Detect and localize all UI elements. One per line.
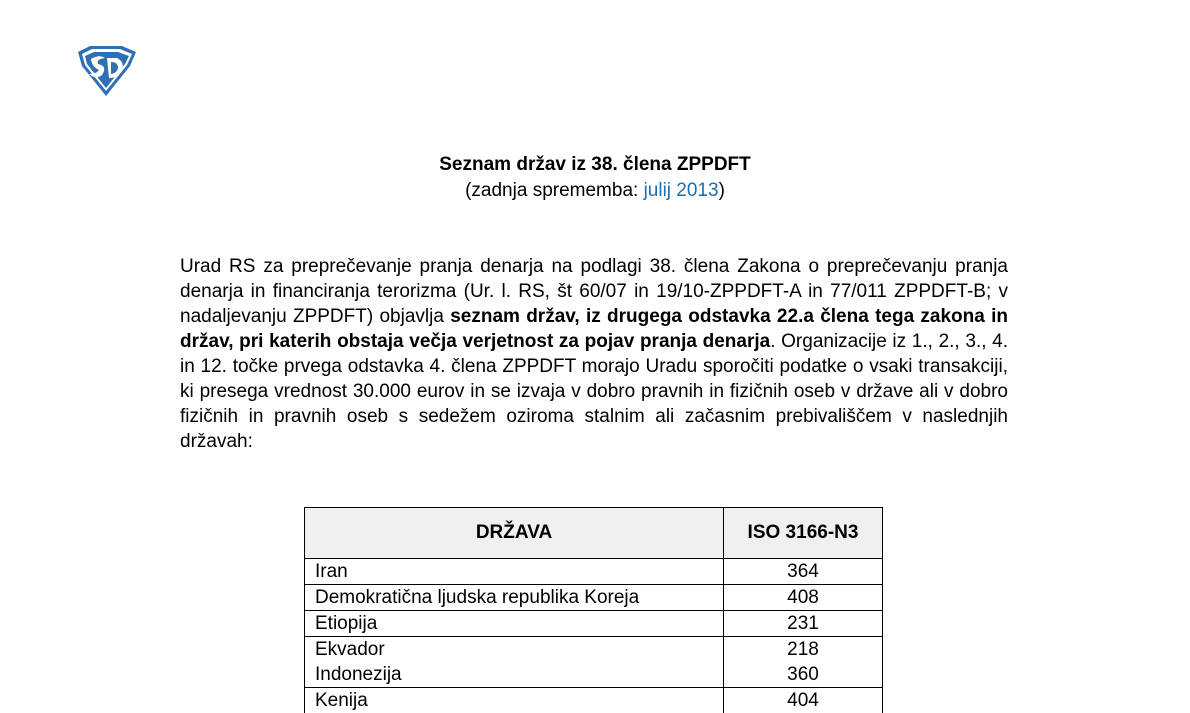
iso-code: 231 (724, 611, 883, 637)
intro-bold: seznam držav, iz drugega odstavka 22.a člena tega zakona in držav, pri katerih obstaja večja verjetnost za pojav pranja denarja (180, 306, 1008, 352)
table-row (305, 611, 883, 637)
iso-code: 218 (724, 637, 883, 663)
sd-shield-logo-icon (72, 44, 140, 98)
intro-part1: Urad RS za preprečevanje pranja denarja na podlagi 38. člena Zakona o preprečevanju pranja denarja in financiranja terorizma (Ur. l. RS, št 60/07 in 19/10-ZPPDFT-A in 77/011 ZPPDFT-B; v nadaljevanju ZPPDFT) objavlja (180, 256, 1008, 327)
state-name: Ekvador (305, 637, 724, 663)
table-row (305, 662, 883, 688)
subtitle-open: (zadnja sprememba: (465, 180, 643, 201)
last-change-date: julij 2013 (644, 180, 719, 201)
state-name: Kenija (305, 688, 724, 713)
state-name: Iran (305, 559, 724, 585)
state-name: Indonezija (305, 662, 724, 688)
header-state: DRŽAVA (305, 508, 724, 559)
table-row (305, 688, 883, 713)
iso-code: 364 (724, 559, 883, 585)
iso-code: 404 (724, 688, 883, 713)
table-row (305, 585, 883, 611)
states-table (304, 507, 883, 713)
subtitle-close: ) (719, 180, 725, 201)
table-row (305, 559, 883, 585)
state-name: Demokratična ljudska republika Koreja (305, 585, 724, 611)
table-row (305, 637, 883, 663)
document-title: Seznam držav iz 38. člena ZPPDFT (0, 152, 1190, 178)
intro-paragraph (180, 254, 1008, 454)
state-name: Etiopija (305, 611, 724, 637)
iso-code: 360 (724, 662, 883, 688)
iso-code: 408 (724, 585, 883, 611)
header-iso-code: ISO 3166-N3 (724, 508, 883, 559)
table-header-row (305, 508, 883, 559)
document-subtitle (0, 178, 1190, 204)
intro-part2: . Organizacije iz 1., 2., 3., 4. in 12. točke prvega odstavka 4. člena ZPPDFT morajo Uradu sporočiti podatke o vsaki transakciji, ki presega vrednost 30.000 eurov in se izvaja v dobro pravnih in fizičnih oseb v države ali v dobro fizičnih in pravnih oseb s sedežem oziroma stalnim ali začasnim prebivališčem v naslednjih državah: (180, 331, 1008, 452)
